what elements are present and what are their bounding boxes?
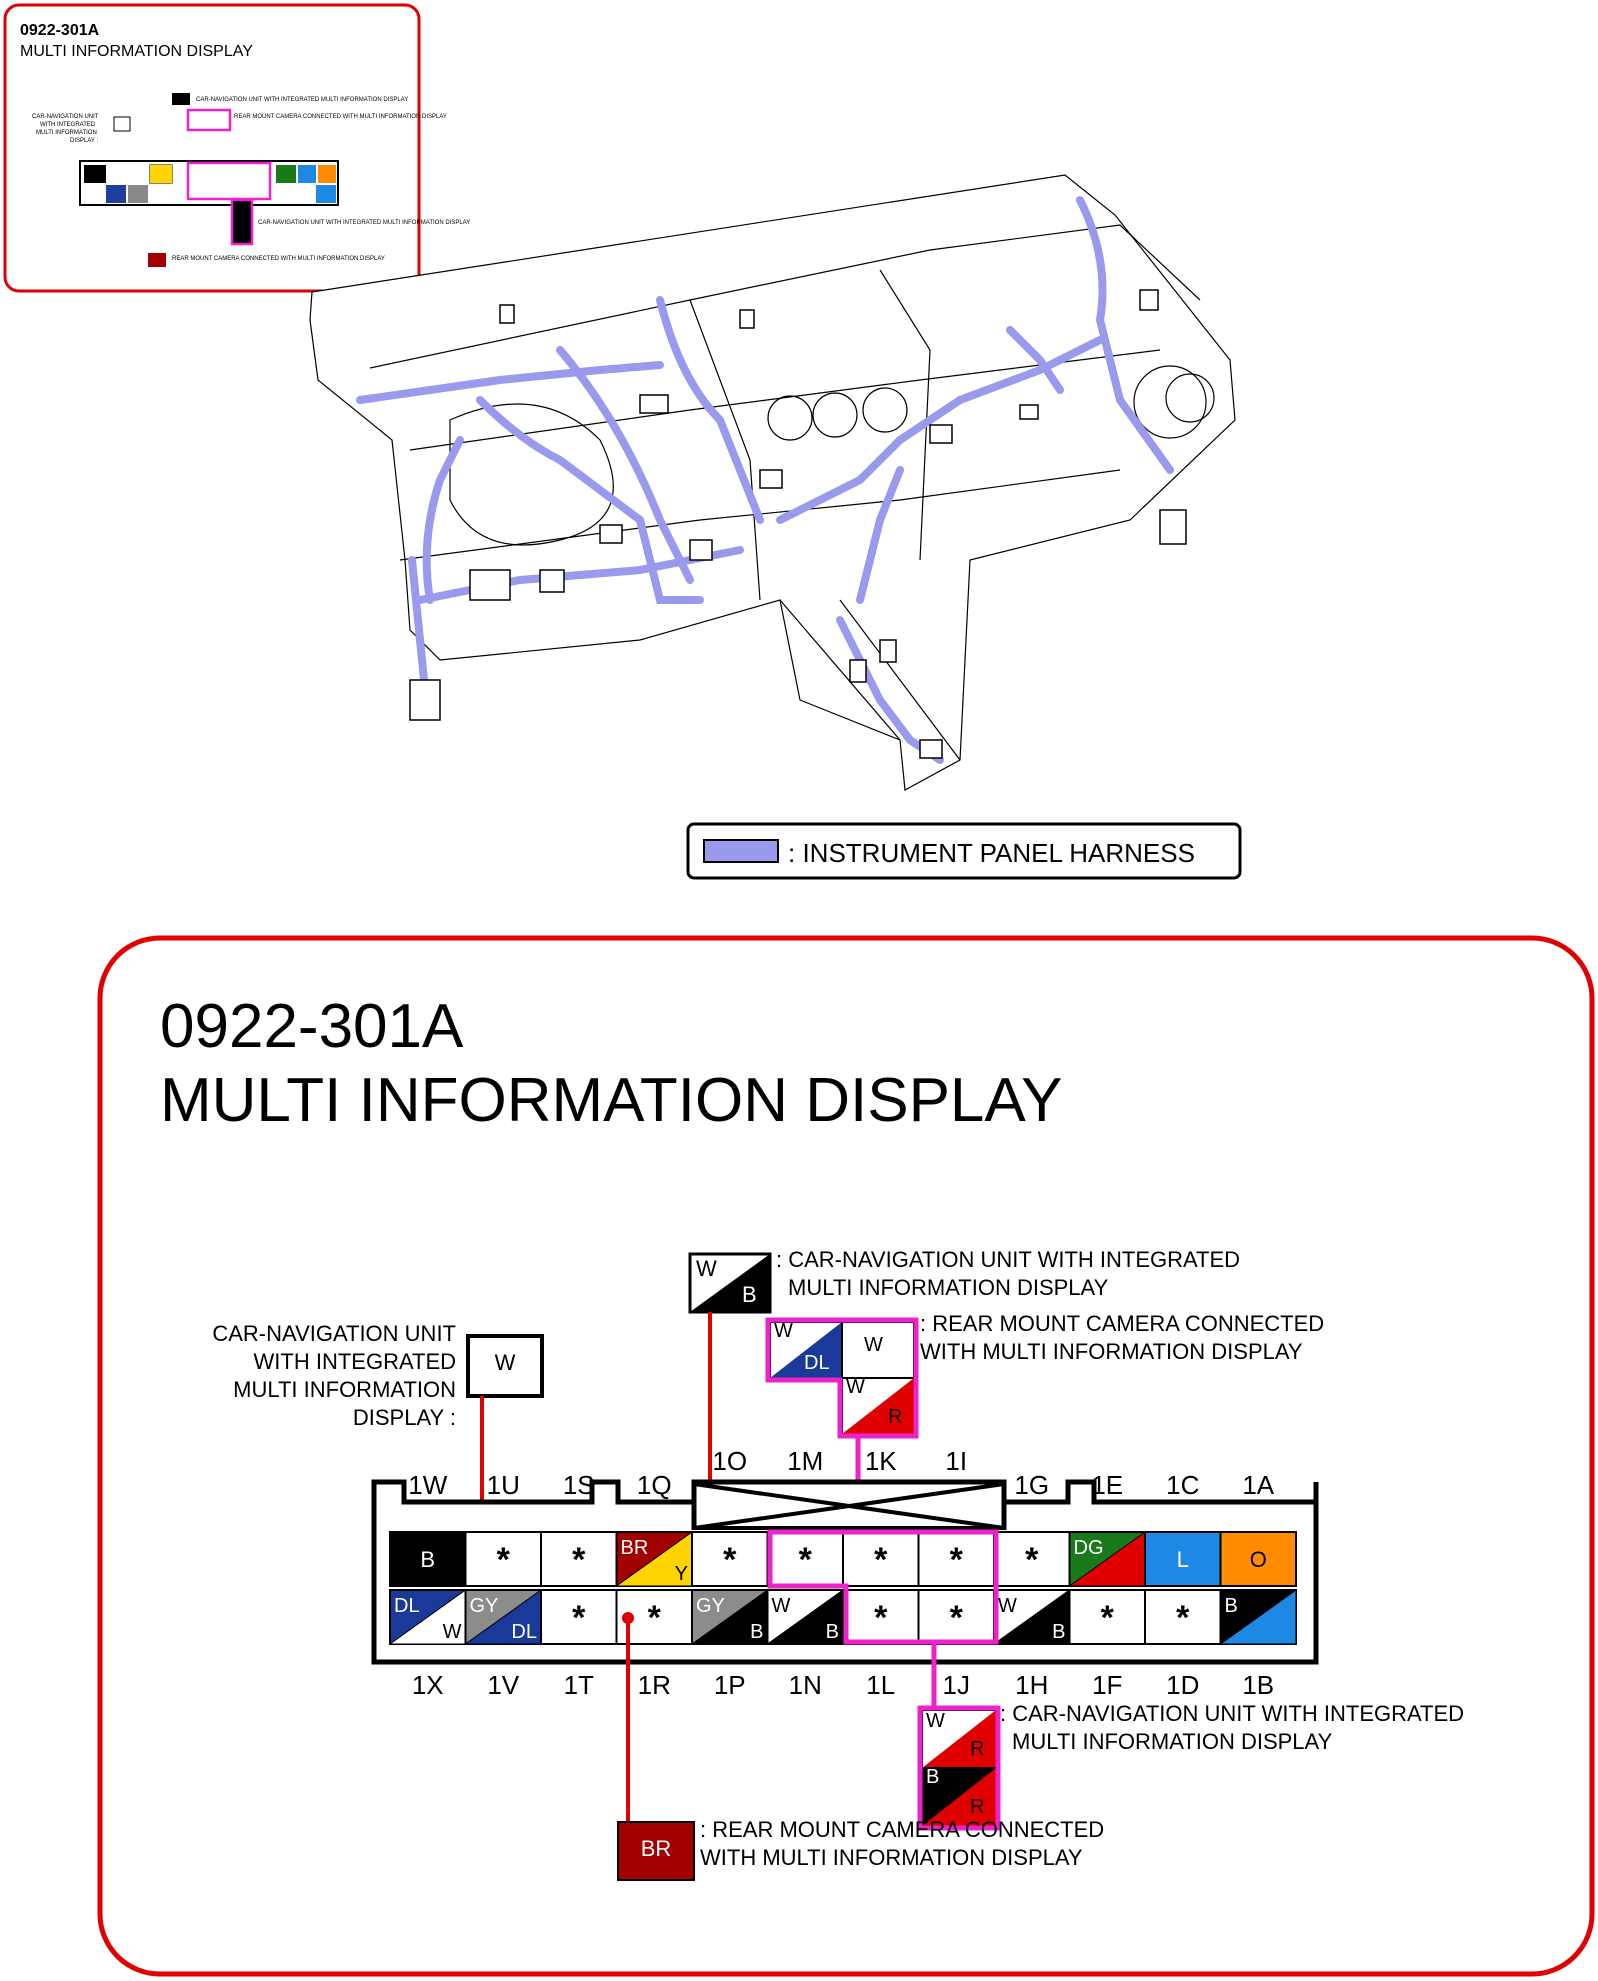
bottom-row-pin-12-secondary: L — [1280, 1621, 1292, 1643]
top-row-pin-1-primary: B — [420, 1547, 436, 1572]
bottom-pin-label-5: 1P — [713, 1670, 746, 1700]
inset-label-car-nav-left-4: DISPLAY : — [70, 138, 99, 144]
bottom-pin-label-8: 1J — [942, 1670, 970, 1700]
top-row-pin-9 — [994, 1532, 1070, 1586]
left-label-line-1: CAR-NAVIGATION UNIT — [212, 1321, 456, 1346]
inset-label-car-nav-left-3: MULTI INFORMATION — [36, 130, 97, 136]
legend-swatch — [704, 840, 778, 862]
top-row-pin-4-secondary: Y — [674, 1563, 688, 1585]
top-row-pin-12 — [1221, 1532, 1297, 1586]
top-row-pin-5-primary: * — [723, 1541, 737, 1579]
left-label-line-2: WITH INTEGRATED — [253, 1349, 456, 1374]
bottom-row-pin-3-primary: * — [572, 1599, 586, 1637]
top-row-pin-7-primary: * — [874, 1541, 888, 1579]
top-row-pin-7 — [843, 1532, 919, 1586]
br-label — [700, 1816, 1104, 1872]
bottom-row-pin-6 — [768, 1590, 844, 1644]
bottom-box-label-line-2: MULTI INFORMATION DISPLAY — [1012, 1729, 1333, 1754]
bottom-box-2-top: B — [926, 1766, 940, 1788]
rear-top-label-line-1: : REAR MOUNT CAMERA CONNECTED — [920, 1311, 1325, 1336]
bottom-row-pin-2 — [466, 1590, 542, 1644]
wb-label-line-1: : CAR-NAVIGATION UNIT WITH INTEGRATED — [776, 1247, 1241, 1272]
inset-label-car-nav-bottom: CAR-NAVIGATION UNIT WITH INTEGRATED MULTI INFORMATION DISPLAY — [258, 220, 471, 226]
inset-label-rear-cam-bottom: REAR MOUNT CAMERA CONNECTED WITH MULTI INFORMATION DISPLAY — [172, 256, 385, 262]
rear-top-box-1-bottom: DL — [804, 1352, 830, 1374]
rear-top-label — [920, 1310, 1324, 1366]
bottom-pin-label-10: 1F — [1092, 1670, 1123, 1700]
bottom-box-2-bottom: R — [970, 1796, 985, 1818]
bottom-pin-label-9: 1H — [1015, 1670, 1049, 1700]
bottom-row-pin-11 — [1145, 1590, 1221, 1644]
top-row-pin-10-secondary: R — [1126, 1563, 1141, 1585]
top-row-pin-2 — [466, 1532, 542, 1586]
bottom-row-pin-1-secondary: W — [442, 1621, 462, 1643]
bottom-row-pin-8 — [919, 1590, 995, 1644]
bottom-row-pin-10 — [1070, 1590, 1146, 1644]
bottom-pin-label-2: 1V — [487, 1670, 520, 1700]
bottom-row-pin-10-primary: * — [1100, 1599, 1114, 1637]
left-label-line-3: MULTI INFORMATION — [233, 1377, 456, 1402]
top-row-pin-11-primary: L — [1176, 1547, 1189, 1572]
bottom-row-pin-9 — [994, 1590, 1070, 1644]
top-row-pin-10 — [1070, 1532, 1146, 1586]
inset-label-car-nav-left-1: CAR-NAVIGATION UNIT — [32, 114, 99, 120]
legend-text: : INSTRUMENT PANEL HARNESS — [788, 838, 1195, 868]
wb-box-top: W — [696, 1256, 717, 1281]
top-row-pin-9-primary: * — [1025, 1541, 1039, 1579]
top-pin-label-7: 1K — [864, 1446, 897, 1476]
wb-box-bottom: B — [742, 1282, 757, 1307]
top-pin-label-4: 1Q — [636, 1470, 672, 1500]
inset-label-rear-cam-top: REAR MOUNT CAMERA CONNECTED WITH MULTI INFORMATION DISPLAY — [234, 114, 447, 120]
bottom-row-pin-5 — [692, 1590, 768, 1644]
top-row-pin-5 — [692, 1532, 768, 1586]
left-callout-label — [160, 1320, 456, 1432]
top-row-pin-2-primary: * — [496, 1541, 510, 1579]
inset-connector-id: 0922-301A — [20, 22, 100, 39]
top-pin-label-9: 1G — [1014, 1470, 1050, 1500]
rear-top-box-1-top: W — [774, 1320, 793, 1342]
br-label-line-1: : REAR MOUNT CAMERA CONNECTED — [700, 1817, 1105, 1842]
top-row-pin-6-primary: * — [798, 1541, 812, 1579]
top-pin-label-3: 1S — [562, 1470, 595, 1500]
bottom-row-pin-2-secondary: DL — [511, 1621, 537, 1643]
bottom-box-label — [1000, 1700, 1464, 1756]
top-pin-label-1: 1W — [408, 1470, 448, 1500]
top-pin-label-12: 1A — [1242, 1470, 1275, 1500]
bottom-box-1-top: W — [926, 1710, 945, 1732]
bottom-row-pin-5-primary: GY — [696, 1595, 725, 1617]
bottom-pin-label-11: 1D — [1166, 1670, 1200, 1700]
inset-panel — [5, 5, 470, 291]
top-row-pin-1 — [390, 1532, 466, 1586]
rear-top-box-3-top: W — [846, 1376, 865, 1398]
inset-label-car-nav-left-2: WITH INTEGRATED — [40, 122, 96, 128]
bottom-pin-label-12: 1B — [1242, 1670, 1275, 1700]
bottom-row-pin-8-primary: * — [949, 1599, 963, 1637]
rear-top-label-line-2: WITH MULTI INFORMATION DISPLAY — [920, 1339, 1303, 1364]
top-pin-label-11: 1C — [1166, 1470, 1200, 1500]
bottom-row-pin-2-primary: GY — [469, 1595, 499, 1617]
bottom-pin-label-6: 1N — [788, 1670, 822, 1700]
bottom-row-pin-5-secondary: B — [750, 1621, 764, 1643]
bottom-row-pin-9-secondary: B — [1052, 1621, 1066, 1643]
top-row-pin-8 — [919, 1532, 995, 1586]
top-row-pin-11 — [1145, 1532, 1221, 1586]
bottom-box-label-line-1: : CAR-NAVIGATION UNIT WITH INTEGRATED — [1000, 1701, 1465, 1726]
wb-label — [776, 1246, 1240, 1302]
bottom-pin-label-4: 1R — [637, 1670, 671, 1700]
wb-label-line-2: MULTI INFORMATION DISPLAY — [788, 1275, 1109, 1300]
br-label-line-2: WITH MULTI INFORMATION DISPLAY — [700, 1845, 1083, 1870]
bottom-pin-label-3: 1T — [563, 1670, 594, 1700]
bottom-row-pin-7 — [843, 1590, 919, 1644]
top-pin-label-5: 1O — [712, 1446, 748, 1476]
top-pin-label-8: 1I — [945, 1446, 968, 1476]
top-row-pin-10-primary: DG — [1073, 1537, 1104, 1559]
bottom-row-pin-1 — [390, 1590, 466, 1644]
left-label-line-4: DISPLAY : — [352, 1405, 456, 1430]
bottom-box-1-bottom: R — [970, 1738, 985, 1760]
bottom-row-pin-6-secondary: B — [825, 1621, 839, 1643]
top-row-pin-6 — [768, 1532, 844, 1586]
inset-connector-name: MULTI INFORMATION DISPLAY — [20, 43, 253, 60]
bottom-pin-label-1: 1X — [411, 1670, 444, 1700]
bottom-row-pin-1-primary: DL — [394, 1595, 420, 1617]
top-row-pin-3-primary: * — [572, 1541, 586, 1579]
bottom-row-pin-9-primary: W — [998, 1595, 1017, 1617]
top-row-pin-4-primary: BR — [620, 1537, 649, 1559]
bottom-row-pin-6-primary: W — [771, 1595, 791, 1617]
top-pin-label-10: 1E — [1091, 1470, 1124, 1500]
bottom-row-pin-12 — [1221, 1590, 1297, 1644]
br-box-text: BR — [640, 1836, 672, 1861]
rear-top-box-2-top: W — [864, 1334, 883, 1356]
bottom-pin-label-7: 1L — [866, 1670, 896, 1700]
bottom-row-pin-3 — [541, 1590, 617, 1644]
bottom-row-pin-7-primary: * — [874, 1599, 888, 1637]
left-box-color: W — [494, 1350, 516, 1375]
top-row-pin-4 — [617, 1532, 693, 1586]
top-row-pin-3 — [541, 1532, 617, 1586]
bottom-row-pin-11-primary: * — [1176, 1599, 1190, 1637]
rear-top-box-3-bottom: R — [888, 1406, 903, 1428]
bottom-row-pin-12-primary: B — [1224, 1595, 1238, 1617]
detail-connector-name: MULTI INFORMATION DISPLAY — [160, 1066, 1063, 1135]
top-pin-label-2: 1U — [486, 1470, 520, 1500]
top-pin-label-6: 1M — [787, 1446, 824, 1476]
inset-label-car-nav-wb: CAR-NAVIGATION UNIT WITH INTEGRATED MULTI INFORMATION DISPLAY — [196, 97, 409, 103]
detail-connector-id: 0922-301A — [160, 992, 464, 1061]
top-row-pin-12-primary: O — [1249, 1547, 1267, 1572]
top-row-pin-8-primary: * — [949, 1541, 963, 1579]
bottom-row-pin-4-primary: * — [647, 1599, 661, 1637]
